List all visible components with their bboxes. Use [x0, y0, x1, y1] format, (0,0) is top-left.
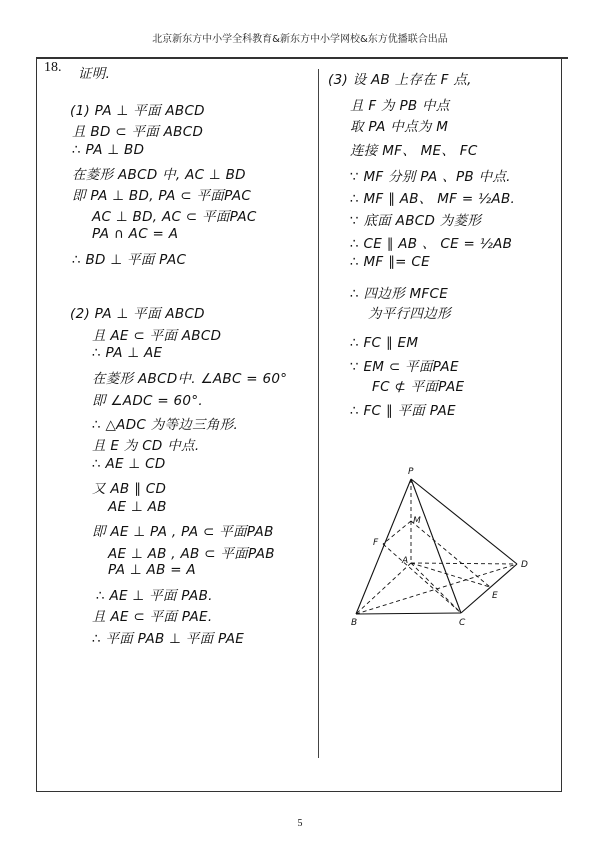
part2-line: ∴ 平面 PAB ⊥ 平面 PAE	[92, 631, 245, 647]
edge-BC	[356, 613, 461, 614]
part3-line: ∵ EM ⊂ 平面PAE	[350, 359, 459, 375]
part1-line: ∴ PA ⊥ BD	[72, 142, 145, 158]
label-B: B	[351, 618, 358, 628]
part1-line: 且 BD ⊂ 平面 ABCD	[72, 124, 204, 140]
edge-BD	[356, 564, 517, 614]
part3-line: ∴ MF ∥ AB、 MF = ½AB.	[350, 191, 516, 207]
part3-line: ∵ MF 分别 PA 、PB 中点.	[350, 169, 511, 185]
question-number: 18.	[44, 60, 62, 75]
page-header: 北京新东方中小学全科教育&新东方中小学网校&东方优播联合出品	[152, 34, 448, 45]
part2-line: 且 AE ⊂ 平面 ABCD	[92, 328, 222, 344]
part1-line: AC ⊥ BD, AC ⊂ 平面PAC	[92, 209, 257, 225]
proof-title: 证明.	[78, 66, 111, 82]
part2-line: AE ⊥ AB , AB ⊂ 平面PAB	[108, 546, 275, 562]
label-F: F	[373, 538, 379, 548]
part1-line: ∴ BD ⊥ 平面 PAC	[72, 252, 187, 268]
part2-line: ∴ PA ⊥ AE	[92, 345, 163, 361]
edge-ME	[411, 521, 490, 587]
edge-MF	[383, 521, 411, 544]
label-E: E	[492, 591, 498, 601]
page-number: 5	[297, 818, 303, 829]
part3-line: ∵ 底面 ABCD 为菱形	[350, 213, 482, 229]
part2-line: ∴ AE ⊥ CD	[92, 456, 166, 472]
part1-line: 在菱形 ABCD 中, AC ⊥ BD	[72, 167, 246, 183]
part3-line: 取 PA 中点为 M	[350, 119, 449, 135]
part2-line: 即 AE ⊥ PA , PA ⊂ 平面PAB	[92, 524, 274, 540]
part3-line: ∴ FC ∥ EM	[350, 335, 419, 351]
part2-line: 在菱形 ABCD中. ∠ABC = 60°	[92, 371, 288, 387]
part3-line: ∴ MF ∥= CE	[350, 254, 430, 270]
part3-line: (3) 设 AB 上存在 F 点,	[328, 72, 472, 88]
part2-line: 又 AB ∥ CD	[92, 481, 167, 497]
part3-line: 且 F 为 PB 中点	[350, 98, 450, 114]
part2-line: ∴ △ADC 为等边三角形.	[92, 417, 239, 433]
part3-line: ∴ 四边形 MFCE	[350, 286, 449, 302]
part3-line: 连接 MF、 ME、 FC	[350, 143, 478, 159]
part2-line: 且 E 为 CD 中点.	[92, 438, 200, 454]
part2-line: AE ⊥ AB	[108, 499, 167, 515]
part1-line: 即 PA ⊥ BD, PA ⊂ 平面PAC	[72, 188, 252, 204]
edge-AC	[411, 563, 461, 613]
label-A: A	[402, 556, 409, 566]
label-C: C	[459, 618, 466, 628]
label-M: M	[413, 516, 421, 526]
edge-PB	[356, 479, 411, 614]
label-D: D	[521, 560, 528, 570]
label-P: P	[408, 467, 414, 477]
part2-line: 即 ∠ADC = 60°.	[92, 393, 203, 409]
part3-line: ∴ FC ∥ 平面 PAE	[350, 403, 456, 419]
part3-line: ∴ CE ∥ AB 、 CE = ½AB	[350, 236, 513, 252]
part3-line: FC ⊄ 平面PAE	[372, 379, 465, 395]
part2-line: (2) PA ⊥ 平面 ABCD	[70, 306, 205, 322]
part1-line: (1) PA ⊥ 平面 ABCD	[70, 103, 205, 119]
part1-line: PA ∩ AC = A	[92, 226, 179, 242]
edge-CD	[461, 564, 517, 613]
part2-line: ∴ AE ⊥ 平面 PAB.	[96, 588, 213, 604]
edge-AB	[356, 563, 411, 614]
part2-line: 且 AE ⊂ 平面 PAE.	[92, 609, 213, 625]
part2-line: PA ⊥ AB = A	[108, 562, 196, 578]
edge-AD	[411, 563, 517, 564]
part3-line: 为平行四边形	[368, 306, 451, 322]
